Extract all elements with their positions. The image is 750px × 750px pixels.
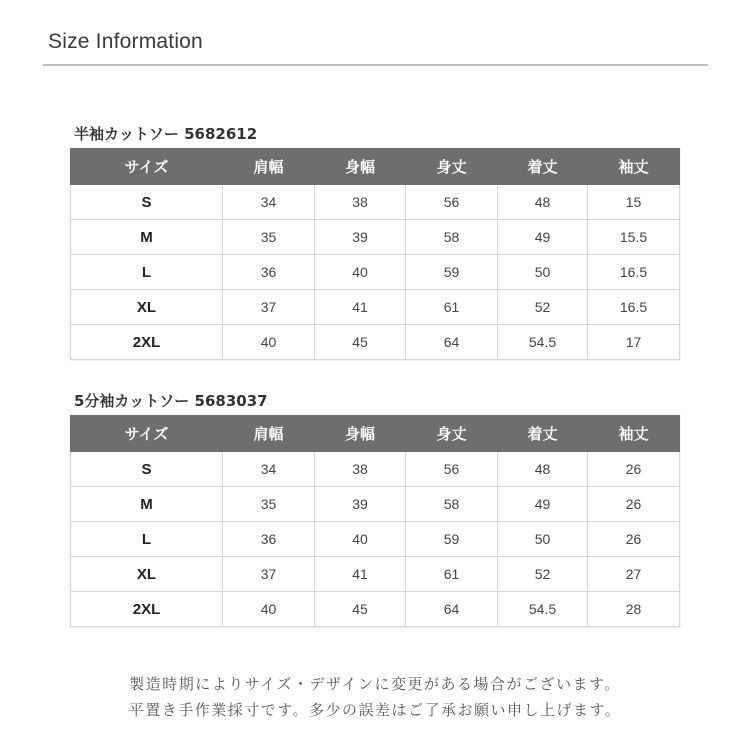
- table-cell: 26: [588, 452, 680, 487]
- table-cell: 49: [498, 220, 588, 255]
- size-label: 2XL: [71, 325, 223, 360]
- table-cell: 40: [223, 592, 315, 627]
- table-row: [71, 557, 680, 592]
- table-cell: 17: [588, 325, 680, 360]
- table-cell: 38: [315, 185, 406, 220]
- header-total-length: 着丈: [498, 149, 588, 185]
- header-body-length: 身丈: [406, 416, 498, 452]
- size-table-half-sleeve: [70, 415, 680, 627]
- table-row: [71, 325, 680, 360]
- size-label: M: [71, 487, 223, 522]
- table-cell: 35: [223, 487, 315, 522]
- table-row: [71, 592, 680, 627]
- table-cell: 40: [315, 255, 406, 290]
- table-cell: 48: [498, 452, 588, 487]
- header-chest: 身幅: [315, 149, 406, 185]
- table-cell: 39: [315, 487, 406, 522]
- size-label: 2XL: [71, 592, 223, 627]
- table-cell: 37: [223, 290, 315, 325]
- table-cell: 56: [406, 185, 498, 220]
- table-cell: 41: [315, 557, 406, 592]
- header-body-length: 身丈: [406, 149, 498, 185]
- table-cell: 45: [315, 325, 406, 360]
- table-cell: 39: [315, 220, 406, 255]
- table-cell: 48: [498, 185, 588, 220]
- table-cell: 16.5: [588, 290, 680, 325]
- header-sleeve-length: 袖丈: [588, 149, 680, 185]
- table-cell: 64: [406, 592, 498, 627]
- table-header-row: [71, 416, 680, 452]
- header-sleeve-length: 袖丈: [588, 416, 680, 452]
- table-header-row: [71, 149, 680, 185]
- header-chest: 身幅: [315, 416, 406, 452]
- title-divider: [43, 64, 708, 66]
- header-total-length: 着丈: [498, 416, 588, 452]
- table-row: [71, 487, 680, 522]
- table-cell: 50: [498, 255, 588, 290]
- table-cell: 40: [315, 522, 406, 557]
- table-cell: 16.5: [588, 255, 680, 290]
- table-row: [71, 522, 680, 557]
- table-cell: 41: [315, 290, 406, 325]
- table-row: [71, 220, 680, 255]
- table-cell: 15.5: [588, 220, 680, 255]
- table-cell: 26: [588, 522, 680, 557]
- table-cell: 56: [406, 452, 498, 487]
- table-cell: 50: [498, 522, 588, 557]
- table-heading-half-sleeve: 5分袖カットソー 5683037: [74, 392, 268, 410]
- note-measurement: 平置き手作業採寸です。多少の誤差はご了承お願い申し上げます。: [128, 701, 622, 719]
- table-cell: 59: [406, 255, 498, 290]
- size-label: L: [71, 522, 223, 557]
- table-cell: 54.5: [498, 592, 588, 627]
- table-row: [71, 185, 680, 220]
- table-cell: 36: [223, 255, 315, 290]
- table-heading-short-sleeve: 半袖カットソー 5682612: [74, 125, 258, 143]
- table-cell: 26: [588, 487, 680, 522]
- header-shoulder: 肩幅: [223, 149, 315, 185]
- table-cell: 37: [223, 557, 315, 592]
- table-cell: 15: [588, 185, 680, 220]
- size-label: L: [71, 255, 223, 290]
- size-label: S: [71, 185, 223, 220]
- header-size: サイズ: [71, 149, 223, 185]
- table-cell: 28: [588, 592, 680, 627]
- table-cell: 34: [223, 185, 315, 220]
- header-shoulder: 肩幅: [223, 416, 315, 452]
- size-label: XL: [71, 290, 223, 325]
- size-label: XL: [71, 557, 223, 592]
- size-label: M: [71, 220, 223, 255]
- table-cell: 52: [498, 290, 588, 325]
- table-cell: 58: [406, 487, 498, 522]
- table-cell: 45: [315, 592, 406, 627]
- table-cell: 34: [223, 452, 315, 487]
- table-cell: 49: [498, 487, 588, 522]
- table-cell: 36: [223, 522, 315, 557]
- table-cell: 54.5: [498, 325, 588, 360]
- size-label: S: [71, 452, 223, 487]
- table-cell: 38: [315, 452, 406, 487]
- table-cell: 61: [406, 557, 498, 592]
- table-cell: 64: [406, 325, 498, 360]
- table-cell: 40: [223, 325, 315, 360]
- table-cell: 35: [223, 220, 315, 255]
- table-cell: 59: [406, 522, 498, 557]
- header-size: サイズ: [71, 416, 223, 452]
- table-row: [71, 290, 680, 325]
- page-title: Size Information: [48, 30, 203, 53]
- table-row: [71, 452, 680, 487]
- table-cell: 61: [406, 290, 498, 325]
- table-row: [71, 255, 680, 290]
- table-cell: 52: [498, 557, 588, 592]
- table-cell: 27: [588, 557, 680, 592]
- note-design-change: 製造時期によりサイズ・デザインに変更がある場合がございます。: [129, 675, 621, 693]
- table-cell: 58: [406, 220, 498, 255]
- size-table-short-sleeve: [70, 148, 680, 360]
